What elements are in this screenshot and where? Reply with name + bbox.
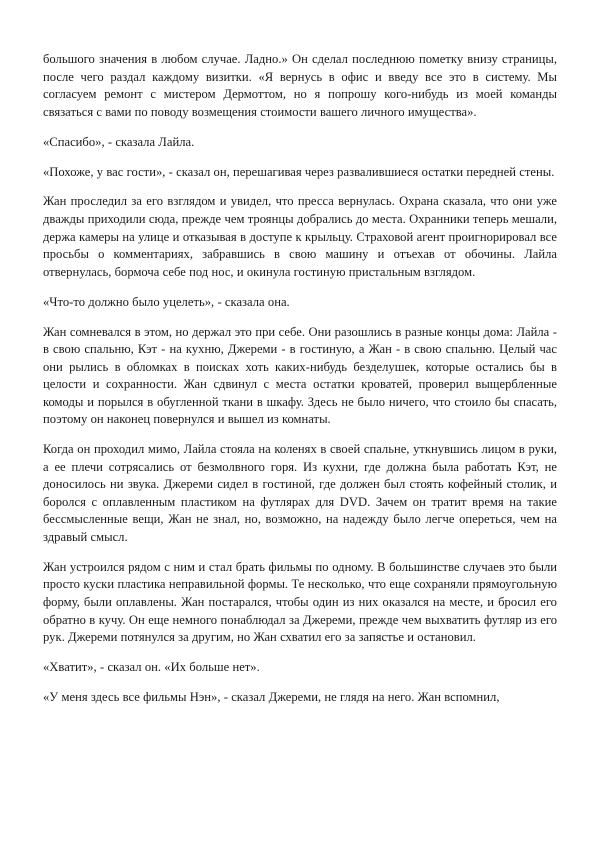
paragraph: «Хватит», - сказал он. «Их больше нет». [43, 659, 260, 674]
paragraph: «У меня здесь все фильмы Нэн», - сказал Джереми, не глядя на него. Жан вспомнил, [43, 689, 500, 704]
paragraph: Жан сомневался в этом, но держал это при себе. Они разошлись в разные концы дома: Лайла - в свою спальню, Кэт - на кухню, Джереми - в гостиную, а Жан - в свою спальню. Целый час они рылись в обломках в поисках хоть каких-нибудь безделушек, которые остались бы в целости и сохранности. Жан сдвинул с места остатки кроватей, проверил выщербленные комоды и порылся в обугленной ткани в шкафу. Здесь не было ничего, что стоило бы спасать, поэтому он наконец повернулся и вышел из комнаты. [43, 324, 557, 427]
paragraph: большого значения в любом случае. Ладно.» Он сделал последнюю пометку внизу страницы, после чего раздал каждому визитки. «Я вернусь в офис и введу все это в систему. Мы согласуем ремонт с мистером Дермоттом, но я попрошу кого-нибудь из моей команды связаться с вами по поводу возмещения стоимости вашего личного имущества». [43, 52, 557, 119]
paragraph: «Похоже, у вас гости», - сказал он, перешагивая через развалившиеся остатки передней стены. [43, 164, 555, 179]
paragraph: «Что-то должно было уцелеть», - сказала она. [43, 294, 290, 309]
paragraph: «Спасибо», - сказала Лайла. [43, 134, 195, 149]
body-text-column [43, 51, 557, 841]
paragraph: Жан устроился рядом с ним и стал брать фильмы по одному. В большинстве случаев это были просто куски пластика неправильной формы. Те несколько, что еще сохраняли прямоугольную форму, были оплавлены. Жан постарался, чтобы один из них оказался на месте, и бросил его обратно в кучу. Он еще немного понаблюдал за Джереми, прежде чем выхватить футляр из его рук. Джереми потянулся за другим, но Жан схватил его за запястье и остановил. [43, 559, 557, 645]
paragraph: Жан проследил за его взглядом и увидел, что пресса вернулась. Охрана сказала, что они уже дважды приходили сюда, прежде чем троянцы добрались до места. Охранники теперь мешали, держа камеры на улице и отказывая в доступе к крыльцу. Страховой агент проигнорировал все просьбы о комментариях, забравшись в свою машину и отъехав от обочины. Лайла отвернулась, бормоча себе под нос, и окинула гостиную пристальным взглядом. [43, 194, 557, 279]
paragraph: Когда он проходил мимо, Лайла стояла на коленях в своей спальне, уткнувшись лицом в руки, а ее плечи сотрясались от безмолвного горя. Из кухни, где должна была работать Кэт, не доносилось ни звука. Джереми сидел в гостиной, где должен был стоять кофейный столик, и боролся с оплавленным пластиком на футлярах для DVD. Зачем он тратит время на такие бессмысленные вещи, Жан не знал, но, возможно, на надежду было легче опереться, чем на здравый смысл. [43, 442, 557, 544]
